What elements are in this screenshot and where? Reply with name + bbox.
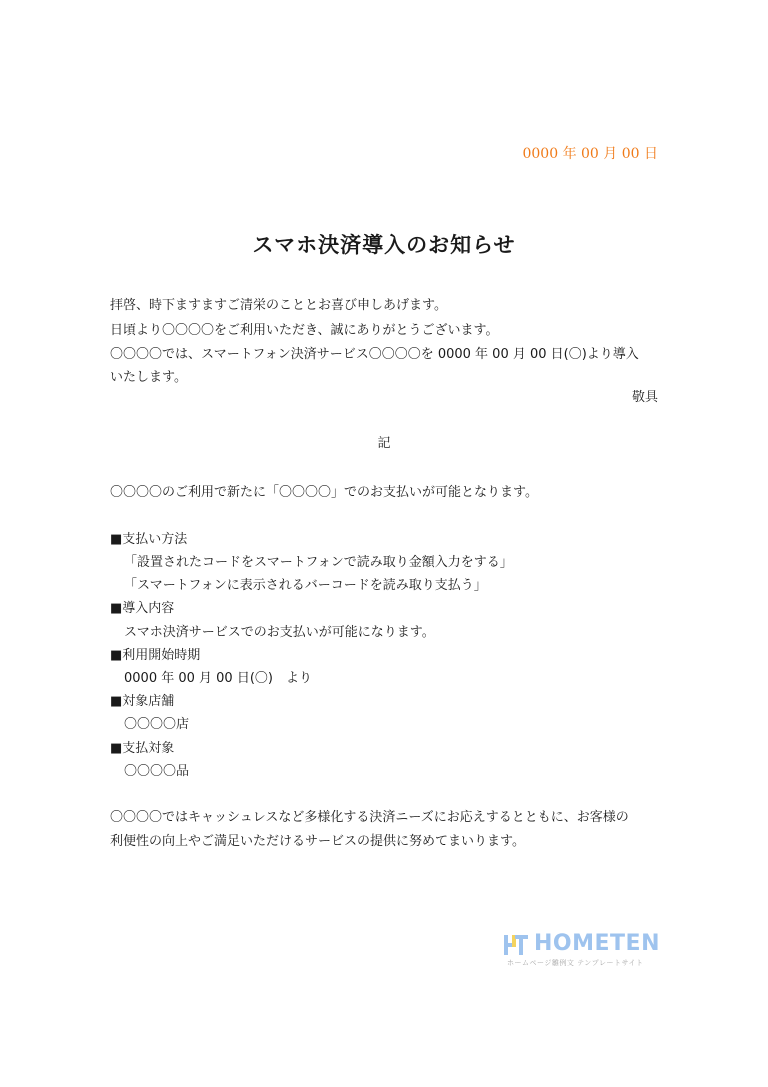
start-period-heading: ■利用開始時期 <box>110 648 201 663</box>
announcement-line: 〇〇〇〇では、スマートフォン決済サービス〇〇〇〇を 0000 年 00 月 00 日(〇)より導入 <box>110 347 639 362</box>
hometen-logo <box>503 932 663 972</box>
summary-line: 〇〇〇〇のご利用で新たに「〇〇〇〇」でのお支払いが可能となります。 <box>110 485 538 500</box>
target-stores-heading: ■対象店舗 <box>110 694 175 709</box>
thanks-line: 日頃より〇〇〇〇をご利用いただき、誠にありがとうございます。 <box>110 323 499 338</box>
content-heading: ■導入内容 <box>110 601 175 616</box>
document-title: スマホ決済導入のお知らせ <box>252 232 516 257</box>
target-stores-item: 〇〇〇〇店 <box>124 717 190 732</box>
payment-target-heading: ■支払対象 <box>110 741 175 756</box>
announcement-line-continued: いたします。 <box>110 370 187 385</box>
content-item: スマホ決済サービスでのお支払いが可能になります。 <box>124 625 435 640</box>
closing-word: 敬具 <box>631 390 658 405</box>
document-date: 0000 年 00 月 00 日 <box>522 146 658 162</box>
hometen-logo-tagline: ホームページ雛例文 テンプレートサイト <box>507 959 644 967</box>
hometen-logo-text: HOMETEN <box>534 931 660 956</box>
payment-method-item-2: 「スマートフォンに表示されるバーコードを読み取り支払う」 <box>124 578 487 593</box>
payment-target-item: 〇〇〇〇品 <box>124 764 190 779</box>
hometen-logo-icon <box>503 933 529 957</box>
ki-heading: 記 <box>377 436 391 451</box>
payment-method-item-1: 「設置されたコードをスマートフォンで読み取り金額入力をする」 <box>124 555 513 570</box>
payment-method-heading: ■支払い方法 <box>110 532 188 547</box>
closing-paragraph-line-2: 利便性の向上やご満足いただけるサービスの提供に努めてまいります。 <box>110 834 525 849</box>
start-period-item: 0000 年 00 月 00 日(〇) より <box>124 671 312 686</box>
closing-paragraph-line-1: 〇〇〇〇ではキャッシュレスなど多様化する決済ニーズにお応えするとともに、お客様の <box>110 810 629 825</box>
greeting-line: 拝啓、時下ますますご清栄のこととお喜び申しあげます。 <box>110 298 447 313</box>
